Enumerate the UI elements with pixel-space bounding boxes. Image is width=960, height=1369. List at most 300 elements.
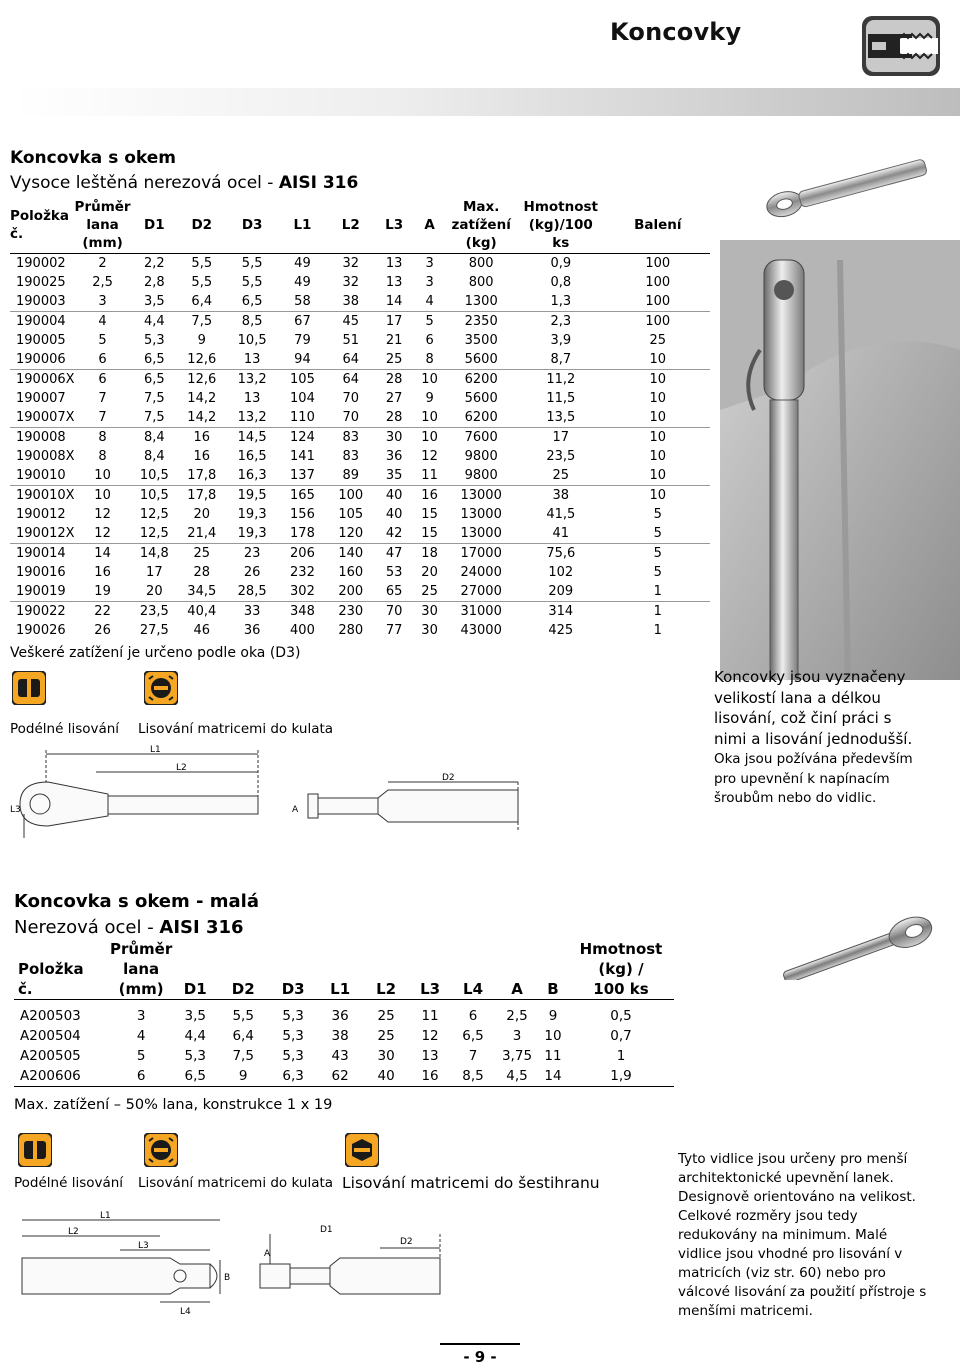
- table-cell: 13000: [460, 507, 502, 522]
- table-cell: 30: [375, 428, 412, 448]
- crimp-label-longitudinal: Podélné lisování: [14, 1175, 124, 1191]
- table-cell: 10: [413, 370, 447, 390]
- section2-description: Tyto vidlice jsou určeny pro menší architektonické upevnění lanek. Designově orientováno na velikost. Celkové rozměry jsou tedy redukovány na minimum. Malé vidlice jsou vhodné pro lisování v matricích (viz str. 60) nebo pro válcové lisování za použití přístroje s menšími matricemi.: [678, 1151, 927, 1319]
- table-cell: 23,5: [131, 602, 178, 622]
- section2-title: Koncovka s okem - malá: [14, 891, 259, 912]
- table-cell: 13: [421, 1048, 439, 1064]
- table-cell: 40,4: [178, 602, 225, 622]
- table-cell: 13: [385, 256, 403, 271]
- table-cell: 100: [326, 486, 375, 506]
- table-cell: 7: [98, 410, 107, 425]
- table-row: [10, 621, 710, 640]
- table-cell: 36: [385, 449, 403, 464]
- table-cell: 9: [548, 1008, 558, 1024]
- table-cell: 17,8: [178, 486, 225, 506]
- section1-subtitle: Vysoce leštěná nerezová ocel - AISI 316: [10, 173, 359, 193]
- table-cell: 4: [75, 312, 131, 332]
- table-cell: 10: [649, 352, 667, 367]
- svg-text:B: B: [224, 1273, 231, 1283]
- table-cell: 0,8: [550, 275, 572, 290]
- col-d3: D3: [226, 196, 279, 254]
- table-cell: 25: [421, 584, 438, 599]
- table-cell: 49: [294, 256, 311, 271]
- table-cell: 8,4: [131, 428, 178, 448]
- table-cell: 12: [421, 1028, 439, 1044]
- table-row: [10, 428, 710, 448]
- item-code-cell: 190004: [10, 312, 75, 332]
- svg-text:L1: L1: [150, 745, 161, 755]
- table-cell: 26: [243, 565, 261, 580]
- table-cell: 25: [649, 333, 667, 348]
- table-cell: 110: [290, 410, 315, 425]
- table-cell: 12,6: [178, 370, 225, 390]
- item-code-cell: 190012X: [16, 526, 75, 541]
- table-cell: 19: [94, 584, 111, 599]
- table-row: [10, 447, 710, 466]
- table-cell: 160: [338, 565, 364, 580]
- table-cell: 14,8: [131, 544, 178, 564]
- table-cell: 800: [468, 256, 494, 271]
- table-cell: 5,5: [241, 256, 263, 271]
- table-cell: 232: [290, 565, 315, 580]
- table-cell: 7: [468, 1048, 478, 1064]
- table-cell: 19,5: [226, 486, 279, 506]
- small-eye-terminal-photo: [770, 900, 950, 980]
- item-code-cell: A200504: [20, 1028, 81, 1044]
- table-cell: 280: [338, 623, 364, 638]
- table-cell: 6,5: [131, 370, 178, 390]
- table-cell: 17,8: [187, 468, 217, 483]
- table-cell: 70: [342, 391, 360, 406]
- table-row: [10, 350, 710, 370]
- table-cell: 6200: [446, 370, 516, 390]
- col-max-load: Max. zatížení (kg): [446, 196, 516, 254]
- table-cell: 105: [279, 370, 326, 390]
- table-cell: 14,5: [226, 428, 279, 448]
- table-cell: 8,4: [143, 449, 165, 464]
- table-cell: 6,4: [232, 1028, 254, 1044]
- col-d1: D1: [131, 196, 178, 254]
- item-code-cell: 190002: [16, 256, 66, 271]
- table-cell: 8: [98, 449, 107, 464]
- table-cell: 38: [331, 1028, 349, 1044]
- table-cell: 17000: [446, 544, 516, 564]
- table-cell: 13000: [446, 486, 516, 506]
- table-cell: 1: [616, 1048, 626, 1064]
- table-cell: 16: [193, 449, 211, 464]
- table-cell: 11: [544, 1048, 562, 1064]
- table-cell: 178: [290, 526, 315, 541]
- table-cell: 2: [98, 256, 107, 271]
- table-cell: 32: [342, 275, 360, 290]
- col-l2: L2: [362, 937, 410, 1000]
- table-cell: 3500: [464, 333, 498, 348]
- item-code-cell: 190026: [16, 623, 66, 638]
- item-code-cell: 190008X: [16, 449, 75, 464]
- table-cell: 6,5: [143, 352, 165, 367]
- table-cell: 32: [342, 256, 360, 271]
- table-cell: 209: [548, 584, 574, 599]
- table-cell: 400: [290, 623, 315, 638]
- table-cell: 12: [94, 507, 111, 522]
- page-number: - 9 -: [440, 1343, 520, 1369]
- table-cell: 13000: [460, 526, 502, 541]
- svg-text:A: A: [264, 1249, 271, 1259]
- table-cell: 8: [75, 428, 131, 448]
- item-code-cell: 190016: [16, 565, 66, 580]
- table-cell: 14: [75, 544, 131, 564]
- table-row: [10, 486, 710, 506]
- table-cell: 16: [178, 428, 225, 448]
- table-cell: 100: [645, 275, 671, 290]
- table-cell: 9800: [464, 468, 498, 483]
- table-cell: 3: [98, 294, 107, 309]
- table-cell: 102: [548, 565, 574, 580]
- table-cell: 14: [385, 294, 403, 309]
- table-cell: 70: [375, 602, 412, 622]
- table-cell: 0,7: [610, 1028, 632, 1044]
- table-cell: 38: [516, 486, 606, 506]
- table-cell: 51: [342, 333, 360, 348]
- table-cell: 64: [342, 352, 360, 367]
- item-code-cell: 190019: [16, 584, 66, 599]
- table-cell: 27: [385, 391, 403, 406]
- small-eye-terminal-drawing: [20, 1210, 460, 1320]
- col-l4: L4: [450, 937, 496, 1000]
- table-cell: 100: [645, 256, 671, 271]
- table-cell: 13,2: [226, 370, 279, 390]
- longitudinal-crimp-icon: [12, 671, 46, 705]
- table-cell: 11: [421, 468, 438, 483]
- table-cell: 17: [146, 565, 163, 580]
- table-cell: 348: [279, 602, 326, 622]
- table-cell: 10: [544, 1028, 562, 1044]
- item-code-cell: 190025: [16, 275, 66, 290]
- table-cell: 67: [279, 312, 326, 332]
- col-d1: D1: [172, 937, 218, 1000]
- table-row: [10, 389, 710, 408]
- table-cell: 7,5: [143, 410, 165, 425]
- table-cell: 10: [649, 449, 667, 464]
- cable-end-logo-icon: [860, 12, 942, 80]
- table-cell: 5: [606, 544, 710, 564]
- svg-text:L3: L3: [138, 1241, 149, 1251]
- table-header-row: [10, 196, 710, 254]
- table-cell: 5: [653, 526, 662, 541]
- table-row: [10, 524, 710, 544]
- table-cell: 7,5: [143, 391, 165, 406]
- section1-spec-table: [10, 196, 710, 640]
- table-cell: 16: [413, 486, 447, 506]
- item-code-cell: 190012: [16, 507, 66, 522]
- table-cell: 7,5: [178, 312, 225, 332]
- table-cell: 28: [375, 370, 412, 390]
- section1-title: Koncovka s okem: [10, 148, 176, 168]
- col-l3: L3: [375, 196, 412, 254]
- table-cell: 140: [326, 544, 375, 564]
- section2-spec-table: [14, 937, 674, 1087]
- table-cell: 6,4: [191, 294, 213, 309]
- table-cell: 13,5: [546, 410, 576, 425]
- table-cell: 5,3: [143, 333, 165, 348]
- section1-load-note: Veškeré zatížení je určeno podle oka (D3): [10, 645, 301, 661]
- table-cell: 5: [653, 565, 662, 580]
- table-cell: 11: [421, 1008, 439, 1024]
- table-cell: 4: [425, 294, 434, 309]
- crimp-label-hexagon: Lisování matricemi do šestihranu: [342, 1174, 600, 1192]
- item-code-cell: 190005: [16, 333, 66, 348]
- table-cell: 8,7: [550, 352, 572, 367]
- table-cell: 4: [136, 1028, 146, 1044]
- table-row: [10, 312, 710, 332]
- table-row: [14, 1000, 674, 1027]
- table-cell: 10: [649, 468, 667, 483]
- table-cell: 12: [94, 526, 111, 541]
- table-cell: 13: [243, 352, 261, 367]
- table-cell: 0,5: [610, 1008, 632, 1024]
- table-cell: 314: [516, 602, 606, 622]
- table-cell: 6: [98, 352, 107, 367]
- table-cell: 23: [226, 544, 279, 564]
- table-cell: 10: [606, 486, 710, 506]
- item-code-cell: 190006X: [10, 370, 75, 390]
- item-code-cell: 190007X: [16, 410, 75, 425]
- item-code-cell: 190010X: [10, 486, 75, 506]
- table-cell: 3,5: [184, 1008, 206, 1024]
- col-l1: L1: [279, 196, 326, 254]
- table-cell: 40: [375, 486, 412, 506]
- table-cell: 230: [326, 602, 375, 622]
- col-weight: Hmotnost (kg) / 100 ks: [568, 937, 674, 1000]
- table-cell: 10: [413, 428, 447, 448]
- table-cell: 141: [290, 449, 315, 464]
- table-cell: 38: [342, 294, 360, 309]
- table-cell: 94: [294, 352, 311, 367]
- table-cell: 65: [385, 584, 403, 599]
- table-cell: 6200: [464, 410, 498, 425]
- svg-text:L1: L1: [100, 1211, 111, 1221]
- table-cell: 25: [377, 1008, 395, 1024]
- table-row: [10, 505, 710, 524]
- table-cell: 9: [197, 333, 206, 348]
- table-cell: 10,5: [237, 333, 267, 348]
- table-cell: 43000: [460, 623, 502, 638]
- table-cell: 5,5: [191, 256, 213, 271]
- table-cell: 5,3: [282, 1048, 304, 1064]
- table-cell: 3: [136, 1008, 146, 1024]
- table-cell: 3: [425, 256, 434, 271]
- table-cell: 2,8: [143, 275, 165, 290]
- table-row: [10, 582, 710, 602]
- section1-description: Koncovky jsou vyznačeny velikostí lana a délkou lisování, což činí práci s nimi a lisování jednodušší. Oka jsou požívána především pro upevnění k napínacím šroubům nebo do vidlic.: [714, 668, 913, 806]
- table-row: [10, 563, 710, 582]
- table-cell: 1: [653, 584, 662, 599]
- table-row: [10, 273, 710, 292]
- table-cell: 3,5: [143, 294, 165, 309]
- longitudinal-crimp-icon: [18, 1133, 52, 1167]
- table-cell: 8,5: [450, 1066, 496, 1087]
- item-code-cell: 190022: [10, 602, 75, 622]
- crimp-label-round: Lisování matricemi do kulata: [138, 1175, 334, 1191]
- table-cell: 5: [413, 312, 447, 332]
- table-cell: 25: [385, 352, 403, 367]
- table-cell: 47: [375, 544, 412, 564]
- table-cell: 18: [413, 544, 447, 564]
- svg-text:L3: L3: [10, 805, 21, 815]
- table-cell: 105: [338, 507, 364, 522]
- table-cell: 28,5: [237, 584, 267, 599]
- table-cell: 6: [468, 1008, 478, 1024]
- table-cell: 31000: [446, 602, 516, 622]
- table-row: [10, 466, 710, 486]
- table-cell: 10: [606, 370, 710, 390]
- table-cell: 137: [290, 468, 315, 483]
- col-weight: Hmotnost (kg)/100 ks: [516, 196, 606, 254]
- table-cell: 10: [421, 410, 438, 425]
- table-cell: 6,5: [172, 1066, 218, 1087]
- table-cell: 25: [552, 468, 570, 483]
- table-cell: 100: [645, 294, 671, 309]
- svg-text:L4: L4: [180, 1307, 191, 1317]
- table-cell: 4,4: [184, 1028, 206, 1044]
- col-d3: D3: [268, 937, 318, 1000]
- table-cell: 5,3: [282, 1028, 304, 1044]
- table-cell: 30: [413, 602, 447, 622]
- table-cell: 6: [425, 333, 434, 348]
- eye-terminal-photo: [720, 150, 960, 680]
- table-cell: 75,6: [516, 544, 606, 564]
- item-code-cell: 190014: [10, 544, 75, 564]
- item-code-cell: A200503: [20, 1008, 81, 1024]
- table-cell: 206: [279, 544, 326, 564]
- table-cell: 89: [342, 468, 360, 483]
- table-cell: 10: [75, 486, 131, 506]
- round-die-crimp-icon: [144, 1133, 178, 1167]
- table-cell: 7,5: [232, 1048, 254, 1064]
- table-cell: 35: [385, 468, 403, 483]
- table-cell: 7: [98, 391, 107, 406]
- item-code-cell: 190010: [16, 468, 66, 483]
- table-cell: 3: [425, 275, 434, 290]
- table-cell: 17: [375, 312, 412, 332]
- table-cell: 19,3: [237, 507, 267, 522]
- table-cell: 14: [538, 1066, 568, 1087]
- table-cell: 124: [279, 428, 326, 448]
- table-cell: 53: [385, 565, 403, 580]
- table-cell: 16,3: [237, 468, 267, 483]
- table-cell: 1: [606, 602, 710, 622]
- table-cell: 1,9: [568, 1066, 674, 1087]
- table-cell: 11,2: [516, 370, 606, 390]
- table-cell: 302: [290, 584, 315, 599]
- table-cell: 34,5: [187, 584, 217, 599]
- table-cell: 12,5: [139, 526, 169, 541]
- col-packaging: Balení: [606, 196, 710, 254]
- table-cell: 16,5: [237, 449, 267, 464]
- item-code-cell: 190007: [16, 391, 66, 406]
- table-cell: 70: [342, 410, 360, 425]
- table-cell: 120: [338, 526, 364, 541]
- table-cell: 40: [362, 1066, 410, 1087]
- table-cell: 156: [290, 507, 315, 522]
- table-cell: 19,3: [237, 526, 267, 541]
- table-cell: 83: [326, 428, 375, 448]
- table-row: [10, 408, 710, 428]
- table-cell: 41,5: [546, 507, 576, 522]
- table-cell: 17: [516, 428, 606, 448]
- table-row: [10, 370, 710, 390]
- table-cell: 45: [326, 312, 375, 332]
- table-cell: 2350: [446, 312, 516, 332]
- table-cell: 14,2: [187, 391, 217, 406]
- table-cell: 10: [606, 428, 710, 448]
- table-cell: 13: [385, 275, 403, 290]
- table-cell: 6: [75, 370, 131, 390]
- table-cell: 6,5: [462, 1028, 484, 1044]
- table-cell: 12,5: [139, 507, 169, 522]
- table-cell: 5: [653, 507, 662, 522]
- table-cell: 64: [326, 370, 375, 390]
- table-cell: 2,2: [143, 256, 165, 271]
- svg-text:L2: L2: [176, 763, 187, 773]
- table-row: [10, 602, 710, 622]
- table-cell: 26: [94, 623, 111, 638]
- table-cell: 425: [548, 623, 574, 638]
- table-cell: 10: [649, 410, 667, 425]
- table-row: [14, 1066, 674, 1087]
- table-cell: 14,2: [187, 410, 217, 425]
- table-cell: 9: [218, 1066, 268, 1087]
- header-gradient-bar: [12, 88, 960, 116]
- table-cell: 15: [421, 507, 438, 522]
- table-cell: 30: [421, 623, 438, 638]
- table-cell: 25: [377, 1028, 395, 1044]
- table-cell: 77: [385, 623, 403, 638]
- table-cell: 42: [385, 526, 403, 541]
- table-cell: 13,2: [237, 410, 267, 425]
- table-cell: 21: [385, 333, 403, 348]
- table-cell: 2,3: [516, 312, 606, 332]
- table-cell: 0,9: [550, 256, 572, 271]
- table-cell: 12: [421, 449, 438, 464]
- col-d2: D2: [178, 196, 225, 254]
- table-cell: 20: [146, 584, 163, 599]
- table-row: [14, 1046, 674, 1066]
- table-cell: 83: [342, 449, 360, 464]
- table-row: [10, 331, 710, 350]
- table-cell: 5,3: [184, 1048, 206, 1064]
- col-l3: L3: [410, 937, 450, 1000]
- col-diameter: Průměr lana (mm): [110, 937, 172, 1000]
- table-cell: 41: [552, 526, 570, 541]
- col-item: Položka č.: [10, 196, 75, 254]
- item-code-cell: 190003: [16, 294, 66, 309]
- table-cell: 13: [243, 391, 261, 406]
- table-cell: 5,3: [282, 1008, 304, 1024]
- table-cell: 7600: [446, 428, 516, 448]
- table-cell: 40: [385, 507, 403, 522]
- table-cell: 46: [193, 623, 211, 638]
- table-cell: 28: [385, 410, 403, 425]
- table-cell: 20: [193, 507, 211, 522]
- col-l1: L1: [318, 937, 362, 1000]
- table-cell: 8: [425, 352, 434, 367]
- svg-text:D2: D2: [400, 1237, 413, 1247]
- table-cell: 36: [331, 1008, 349, 1024]
- table-cell: 1300: [464, 294, 498, 309]
- table-cell: 9: [425, 391, 434, 406]
- section2-load-note: Max. zatížení – 50% lana, konstrukce 1 x 19: [14, 1097, 333, 1113]
